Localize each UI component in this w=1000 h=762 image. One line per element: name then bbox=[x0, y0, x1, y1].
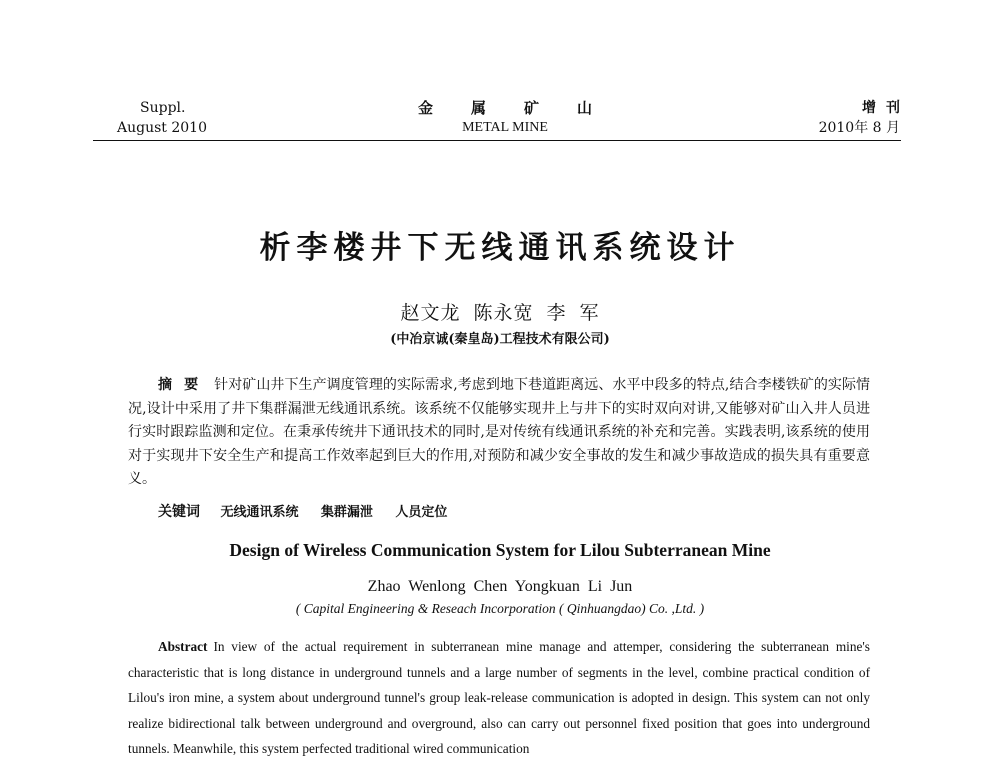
abstract-en-text: In view of the actual requirement in subterranean mine manage and attemper, considering the subterranean mine's characteristic that is long distance in underground tunnels and a large number of segments in the level, combine practical condition of Lilou's iron mine, a system about underground tunnel's group leak-release communication is adopted in design. This system can not only realize bidirectional talk between underground and overground, also can carry out personnel fixed position that goes into underground tunnels. Meanwhile, this system perfected traditional wired communication bbox=[128, 639, 870, 756]
keywords-cn bbox=[158, 501, 858, 521]
keywords-cn-label: 关键词 bbox=[158, 504, 200, 520]
header-suppl-cn: 增刊 bbox=[862, 100, 910, 116]
keyword-cn-item: 无线通讯系统 bbox=[220, 505, 299, 520]
paper-title-cn: 析李楼井下无线通讯系统设计 bbox=[259, 230, 741, 266]
header-right bbox=[760, 98, 910, 138]
header-journal bbox=[370, 98, 640, 138]
header-rule bbox=[93, 140, 901, 141]
authors-en: Zhao Wenlong Chen Yongkuan Li Jun bbox=[367, 578, 633, 595]
journal-name-en: METAL MINE bbox=[462, 120, 548, 135]
header-left bbox=[117, 98, 247, 138]
header-date-en: August 2010 bbox=[117, 120, 207, 136]
paper-title-en: Design of Wireless Communication System for Lilou Subterranean Mine bbox=[229, 540, 771, 560]
header-date-cn: 2010年 8 月 bbox=[818, 120, 900, 136]
abstract-cn bbox=[128, 374, 870, 492]
keyword-cn-item: 集群漏泄 bbox=[320, 505, 373, 520]
keyword-cn-item: 人员定位 bbox=[395, 505, 448, 520]
affiliation-cn: (中冶京诚(秦皇岛)工程技术有限公司) bbox=[390, 332, 610, 347]
abstract-en bbox=[128, 634, 870, 762]
abstract-en-label: Abstract bbox=[158, 639, 208, 654]
abstract-cn-label: 摘要 bbox=[158, 377, 211, 393]
authors-cn: 赵文龙 陈永宽 李 军 bbox=[400, 302, 600, 324]
affiliation-en: ( Capital Engineering & Reseach Incorporation ( Qinhuangdao) Co. ,Ltd. ) bbox=[295, 601, 705, 616]
header-suppl: Suppl. bbox=[140, 100, 186, 116]
abstract-cn-text: 针对矿山井下生产调度管理的实际需求,考虑到地下巷道距离远、水平中段多的特点,结合李楼铁矿的实际情况,设计中采用了井下集群漏泄无线通讯系统。该系统不仅能够实现井上与井下的实时双向对讲,又能够对矿山入井人员进行实时跟踪监测和定位。在秉承传统井下通讯技术的同时,是对传统有线通讯系统的补充和完善。实践表明,该系统的使用对于实现井下安全生产和提高工作效率起到巨大的作用,对预防和减少安全事故的发生和减少事故造成的损失具有重要意义。 bbox=[128, 377, 871, 487]
journal-name-cn: 金属矿山 bbox=[417, 99, 630, 117]
